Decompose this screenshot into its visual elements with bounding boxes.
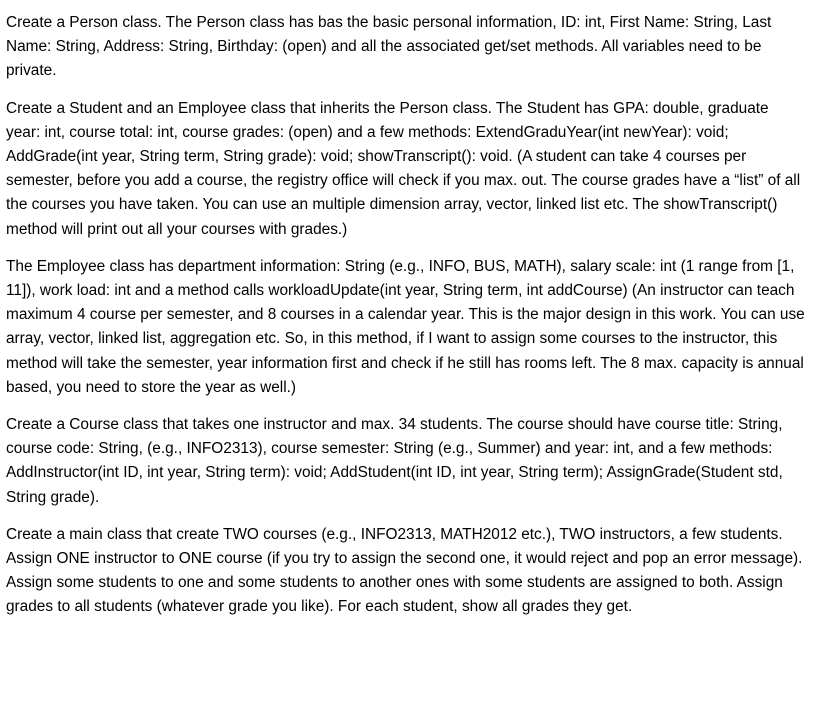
- paragraph-person-class: Create a Person class. The Person class has bas the basic personal information, ID: int, First Name: String, Last Name: String, Address: String, Birthday: (open) and all the associated get/set methods. All variables need to be private.: [6, 14, 772, 80]
- paragraph-employee-class: The Employee class has department information: String (e.g., INFO, BUS, MATH), salary scale: int (1 range from [1, 11]), work load: int and a method calls workloadUpdate(int year, String term, int addCourse) (An instructor can teach maximum 4 course per semester, and 8 courses in a calendar year. This is the major design in this work. You can use array, vector, linked list, aggregation etc. So, in this method, if I want to assign some courses to the instructor, this method will take the semester, year information first and check if he still has rooms left. The 8 max. capacity is annual based, you need to store the year as well.): [6, 257, 805, 396]
- paragraph-student-employee-class: Create a Student and an Employee class that inherits the Person class. The Student has GPA: double, graduate year: int, course total: int, course grades: (open) and a few methods: ExtendGraduYear(int newYear): void; AddGrade(int year, String term, String grade): void; showTranscript(): void. (A student can take 4 courses per semester, before you add a course, the registry office will check if you max. out. The course grades have a “list” of all the courses you have taken. You can use an multiple dimension array, vector, linked list etc. The showTranscript() method will print out all your courses with grades.): [6, 99, 801, 238]
- assignment-document: [6, 11, 806, 620]
- paragraph-main-class: Create a main class that create TWO courses (e.g., INFO2313, MATH2012 etc.), TWO instructors, a few students. Assign ONE instructor to ONE course (if you try to assign the second one, it would reject and pop an error message). Assign some students to one and some students to another ones with some students are assigned to both. Assign grades to all students (whatever grade you like). For each student, show all grades they get.: [6, 525, 803, 616]
- paragraph-course-class: Create a Course class that takes one instructor and max. 34 students. The course should have course title: String, course code: String, (e.g., INFO2313), course semester: String (e.g., Summer) and year: int, and a few methods: AddInstructor(int ID, int year, String term): void; AddStudent(int ID, int year, String term); AssignGrade(Student std, String grade).: [6, 416, 783, 506]
